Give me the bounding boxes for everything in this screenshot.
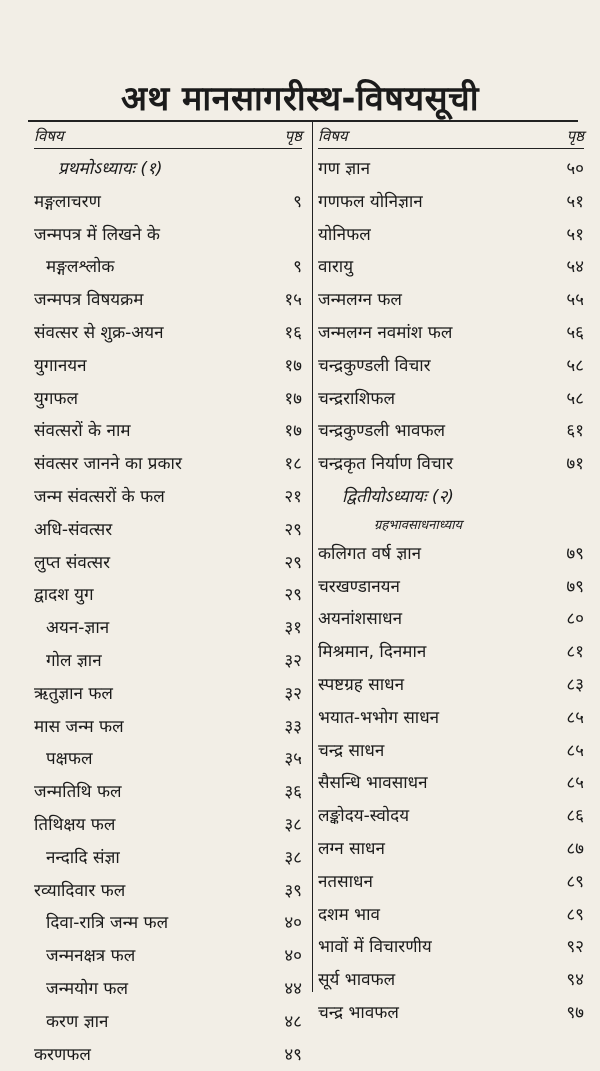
entry-title: नन्दादि संज्ञा [46, 847, 120, 868]
toc-entry [318, 538, 584, 571]
entry-page: ८६ [566, 806, 584, 827]
entry-page: ८१ [566, 642, 584, 663]
toc-entry [318, 931, 584, 964]
toc-entry [318, 284, 584, 317]
entry-title: रव्यादिवार फल [34, 880, 126, 901]
toc-entry [318, 833, 584, 866]
entry-title: करण ज्ञान [46, 1011, 109, 1032]
entry-title: जन्मलग्न फल [318, 290, 402, 311]
entry-title: भावों में विचारणीय [318, 937, 432, 958]
entry-page: ८५ [566, 773, 584, 794]
toc-entry [34, 579, 302, 612]
entry-title: जन्मनक्षत्र फल [46, 946, 136, 967]
entry-page: ८३ [566, 674, 584, 695]
entry-title: जन्मतिथि फल [34, 782, 122, 803]
toc-entry [34, 776, 302, 809]
toc-entry [34, 940, 302, 973]
header-rule [28, 120, 578, 122]
entry-title: लग्न साधन [318, 838, 385, 859]
toc-entry [34, 973, 302, 1006]
left-column-header [34, 124, 302, 149]
entry-title: चन्द्रकृत निर्याण विचार [318, 454, 454, 475]
entry-page: १७ [284, 388, 302, 409]
entry-title: संवत्सरों के नाम [34, 421, 131, 442]
entry-page: १७ [284, 355, 302, 376]
entry-page: १८ [284, 454, 302, 475]
toc-entry [34, 907, 302, 940]
right-column-header [318, 124, 584, 149]
entry-title: युगानयन [34, 355, 87, 376]
toc-entry [318, 636, 584, 669]
subject-heading: विषय [318, 127, 348, 145]
entry-title: जन्मपत्र में लिखने के [34, 224, 160, 245]
entry-title: पक्षफल [46, 749, 93, 770]
entry-title: अधि-संवत्सर [34, 519, 113, 540]
page-heading: पृष्ठ [566, 127, 584, 145]
entry-page: ७९ [566, 576, 584, 597]
entry-title: मङ्गलाचरण [34, 191, 101, 212]
entry-title: चन्द्रकुण्डली भावफल [318, 421, 446, 442]
entry-page: ५६ [566, 322, 584, 343]
entry-title: गोल ज्ञान [46, 650, 102, 671]
chapter-heading [34, 153, 302, 186]
toc-entry [34, 383, 302, 416]
toc-entry [318, 571, 584, 604]
toc-entry [34, 1006, 302, 1039]
entry-page: ५८ [566, 355, 584, 376]
entry-title: करणफल [34, 1044, 91, 1065]
toc-entry [34, 875, 302, 908]
entry-title: कलिगत वर्ष ज्ञान [318, 543, 422, 564]
entry-title: चरखण्डानयन [318, 576, 400, 597]
entry-page: १७ [284, 421, 302, 442]
entry-title: द्वितीयोऽध्यायः (२) [342, 486, 454, 507]
toc-entry [34, 219, 302, 252]
toc-entry [318, 767, 584, 800]
entry-title: अयनांशसाधन [318, 609, 403, 630]
toc-entry [318, 702, 584, 735]
entry-page: ३५ [284, 749, 302, 770]
entry-title: गणफल योनिज्ञान [318, 191, 423, 212]
entry-page: २९ [284, 552, 302, 573]
toc-entry [34, 481, 302, 514]
entry-page: २९ [284, 585, 302, 606]
entry-page: १६ [284, 322, 302, 343]
toc-entry [34, 645, 302, 678]
entry-page: ३१ [284, 618, 302, 639]
toc-entry [318, 964, 584, 997]
toc-entry [318, 350, 584, 383]
entry-page: ९७ [566, 1002, 584, 1023]
entry-title: मङ्गलश्लोक [46, 257, 115, 278]
toc-entry [34, 415, 302, 448]
entry-title: जन्मपत्र विषयक्रम [34, 290, 144, 311]
toc-entry [34, 186, 302, 219]
entry-page: ५५ [566, 290, 584, 311]
entry-title: संवत्सर से शुक्र-अयन [34, 322, 164, 343]
entry-page: ९ [293, 257, 302, 278]
entry-title: तिथिक्षय फल [34, 814, 116, 835]
toc-entry [34, 711, 302, 744]
entry-title: जन्म संवत्सरों के फल [34, 486, 165, 507]
entry-page: ३९ [284, 880, 302, 901]
toc-entry [34, 317, 302, 350]
entry-page: ९ [293, 191, 302, 212]
left-column [34, 124, 302, 1071]
subject-heading: विषय [34, 127, 64, 145]
entry-page: ७९ [566, 543, 584, 564]
entry-title: जन्मलग्न नवमांश फल [318, 322, 453, 343]
entry-page: ५० [566, 159, 584, 179]
entry-title: ग्रहभावसाधनाध्याय [374, 517, 463, 533]
entry-page: ५१ [566, 224, 584, 245]
toc-entry [318, 800, 584, 833]
toc-entry [318, 251, 584, 284]
column-divider [312, 120, 313, 992]
page-heading: पृष्ठ [284, 127, 302, 145]
entry-page: ३८ [284, 814, 302, 835]
chapter-heading [318, 481, 584, 514]
entry-title: जन्मयोग फल [46, 978, 129, 999]
entry-page: ८५ [566, 740, 584, 761]
entry-title: सैसन्धि भावसाधन [318, 773, 428, 794]
toc-entry [318, 153, 584, 186]
toc-entry [34, 547, 302, 580]
toc-entry [34, 350, 302, 383]
entry-page: ८७ [566, 838, 584, 859]
left-entries [34, 153, 302, 1071]
toc-entry [318, 899, 584, 932]
entry-title: मिश्रमान, दिनमान [318, 642, 427, 663]
entry-title: लुप्त संवत्सर [34, 552, 111, 573]
entry-title: चन्द्र साधन [318, 740, 385, 761]
entry-title: द्वादश युग [34, 585, 94, 606]
entry-page: ८९ [566, 904, 584, 925]
entry-title: नतसाधन [318, 871, 373, 892]
entry-title: ऋतुज्ञान फल [34, 683, 113, 704]
entry-page: ८५ [566, 707, 584, 728]
entry-page: ५८ [566, 388, 584, 409]
entry-page: १५ [284, 290, 302, 311]
toc-entry [318, 669, 584, 702]
entry-page: २१ [284, 486, 302, 507]
entry-title: भयात-भभोग साधन [318, 707, 440, 728]
entry-title: मास जन्म फल [34, 716, 124, 737]
entry-page: ३३ [284, 716, 302, 737]
toc-entry [318, 866, 584, 899]
entry-title: सूर्य भावफल [318, 970, 396, 991]
entry-title: संवत्सर जानने का प्रकार [34, 454, 182, 475]
toc-entry [34, 514, 302, 547]
entry-page: ४४ [284, 978, 302, 999]
toc-entry [34, 1039, 302, 1071]
toc-entry [34, 678, 302, 711]
page-title: अथ मानसागरीस्थ-विषयसूची [120, 79, 480, 119]
toc-entry [318, 383, 584, 416]
entry-title: युगफल [34, 388, 79, 409]
entry-page: ३२ [284, 683, 302, 704]
toc-entry [318, 186, 584, 219]
toc-entry [318, 603, 584, 636]
entry-page: ३६ [284, 782, 302, 803]
toc-entry [34, 284, 302, 317]
toc-entry [318, 219, 584, 252]
toc-entry [318, 415, 584, 448]
entry-page: ८० [566, 609, 584, 630]
entry-title: दिवा-रात्रि जन्म फल [46, 913, 169, 934]
entry-page: ४० [284, 913, 302, 934]
entry-title: अयन-ज्ञान [46, 618, 110, 639]
toc-entry [318, 735, 584, 768]
entry-page: ६१ [566, 421, 584, 442]
toc-entry [34, 448, 302, 481]
right-entries [318, 153, 584, 1030]
entry-title: योनिफल [318, 224, 371, 245]
entry-title: गण ज्ञान [318, 159, 371, 179]
entry-title: वारायु [318, 257, 354, 278]
entry-page: ४० [284, 946, 302, 967]
chapter-subtitle [318, 514, 584, 538]
entry-page: ४८ [284, 1011, 302, 1032]
toc-entry [34, 251, 302, 284]
toc-entry [34, 842, 302, 875]
entry-title: चन्द्र भावफल [318, 1002, 399, 1023]
toc-entry [34, 809, 302, 842]
entry-page: ७१ [566, 454, 584, 475]
entry-page: ५४ [566, 257, 584, 278]
entry-page: २९ [284, 519, 302, 540]
right-column [318, 124, 584, 1030]
entry-page: ८९ [566, 871, 584, 892]
entry-title: स्पष्टग्रह साधन [318, 674, 405, 695]
entry-page: ४९ [284, 1044, 302, 1065]
entry-title: चन्द्रकुण्डली विचार [318, 355, 431, 376]
entry-page: ९४ [566, 970, 584, 991]
toc-entry [34, 612, 302, 645]
toc-entry [318, 448, 584, 481]
toc-entry [34, 743, 302, 776]
entry-title: दशम भाव [318, 904, 380, 925]
entry-title: चन्द्रराशिफल [318, 388, 396, 409]
entry-page: ३८ [284, 847, 302, 868]
entry-page: ५१ [566, 191, 584, 212]
entry-page: ३२ [284, 650, 302, 671]
entry-page: ९२ [566, 937, 584, 958]
entry-title: प्रथमोऽध्यायः (१) [58, 159, 163, 179]
toc-entry [318, 317, 584, 350]
entry-title: लङ्कोदय-स्वोदय [318, 806, 410, 827]
toc-entry [318, 997, 584, 1030]
